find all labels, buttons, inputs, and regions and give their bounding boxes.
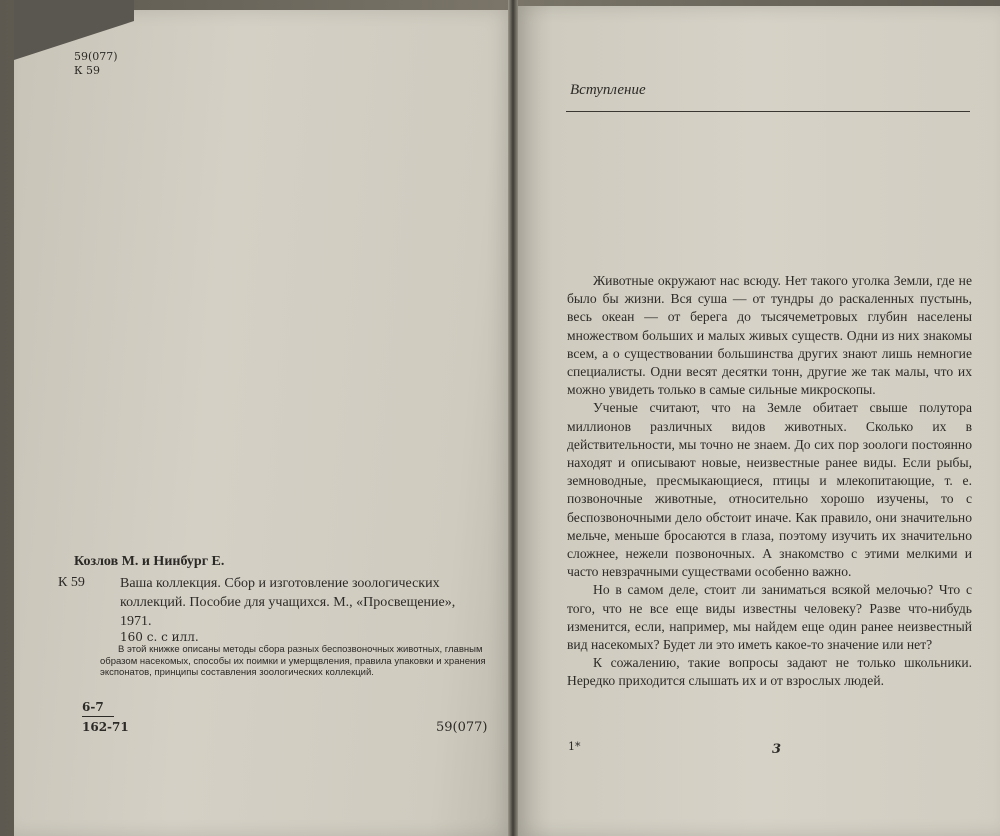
code-numerator: 6-7 (82, 700, 104, 714)
paragraph-2: Ученые считают, что на Земле обитает свыше полутора миллионов различных видов животных. Сколько их в действительности, мы точно не знаем. До сих пор зоологи постоянно находят и описывают новые, неизвестные ранее виды. Если рыбы, земноводные, пресмыкающиеся, птицы и млекопитающие, т. е. позвоночные животные, относительно хорошо изучены, то с беспозвоночными дело обстоит иначе. Как правило, они значительно мельче, меньше бросаются в глаза, поэтому изучить их значительно сложнее, нежели позвоночных. А знакомство с этими мелкими и часто невзрачными существами особенно важно. (567, 400, 972, 580)
udc-top: 59(077) (74, 50, 118, 63)
signature-mark: 1* (568, 740, 581, 753)
bibliographic-description: Ваша коллекция. Сбор и изготовление зоологических коллекций. Пособие для учащихся. М., «Просвещение», 1971. (120, 576, 456, 629)
code-denominator: 162-71 (82, 720, 129, 734)
body-text (567, 272, 972, 691)
paragraph-1: Животные окружают нас всюду. Нет такого уголка Земли, где не было бы жизни. Вся суша — от тундры до раскаленных пустынь, весь океан — от берега до тысячеметровых глубин населены множеством больших и малых живых существ. Одни из них знакомы всем, а о существовании большинства других знают лишь немногие специалисты. Одни весят десятки тонн, другие же так малы, что их можно увидеть только в самые сильные микроскопы. (567, 273, 972, 398)
udc-top-block (74, 50, 118, 78)
book-spine (508, 0, 518, 836)
udc-bottom: 59(077) (436, 720, 488, 735)
paragraph-4: К сожалению, такие вопросы задают не только школьники. Нередко приходится слышать их и от взрослых людей. (567, 655, 972, 689)
catalog-code: К 59 (58, 575, 85, 590)
code-fraction-rule (82, 716, 114, 717)
paragraph-3: Но в самом деле, стоит ли заниматься всякой мелочью? Что с того, что не все еще виды известны человеку? Разве что-нибудь изменится, если, например, мы найдем еще один ранее неизвестный вид насекомых? Будет ли это иметь какое-то значение или нет? (567, 582, 972, 653)
heading-rule (566, 111, 970, 112)
pages-info: 160 с. с илл. (120, 630, 199, 644)
code-top: К 59 (74, 64, 101, 77)
page-number: 3 (772, 742, 782, 757)
chapter-heading: Вступление (570, 82, 646, 98)
author-line: Козлов М. и Нинбург Е. (74, 554, 225, 569)
annotation: В этой книжке описаны методы сбора разных беспозвоночных животных, главным образом насекомых, способы их поимки и умерщвления, правила упаковки и хранения экспонатов, принципы составления зоологических коллекций. (100, 644, 486, 678)
